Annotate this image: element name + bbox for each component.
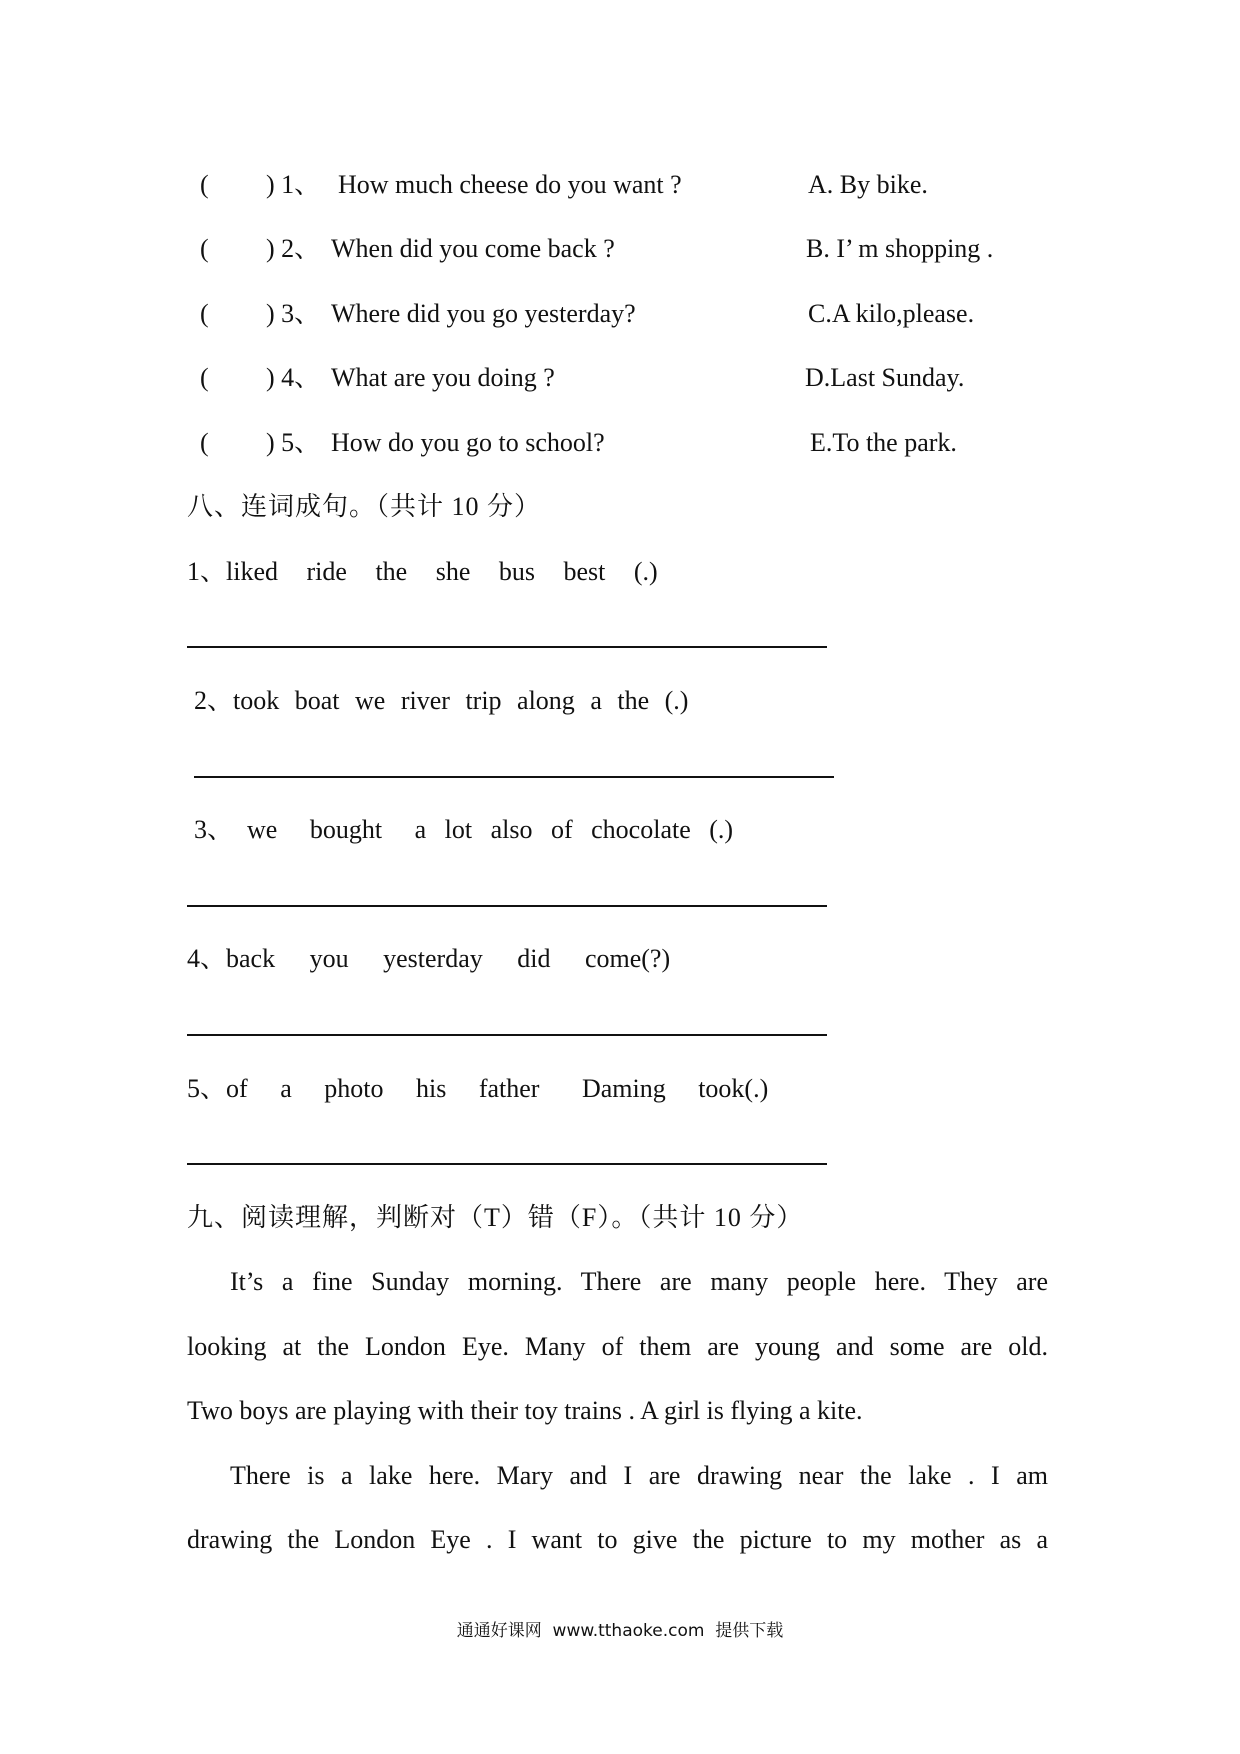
sentence-item-1 xyxy=(187,557,658,587)
section-8-title: 八、连词成句。（共计 10 分） xyxy=(187,492,542,521)
reading-passage-line: looking at the London Eye. Many of them are young and some are old. xyxy=(187,1332,1048,1361)
answer-paren-open: ( xyxy=(200,363,209,392)
sentence-item-3 xyxy=(194,815,733,845)
question-text: What are you doing ? xyxy=(331,363,555,392)
answer-line[interactable] xyxy=(187,905,827,907)
word: a xyxy=(590,686,602,715)
item-number: 3、 xyxy=(194,815,234,844)
answer-line[interactable] xyxy=(187,646,827,648)
reading-passage-line: There is a lake here. Mary and I are drawing near the lake . I am xyxy=(230,1461,1048,1490)
answer-paren-open: ( xyxy=(200,170,209,199)
sentence-item-4 xyxy=(187,944,670,974)
question-number: ) 5、 xyxy=(266,428,321,457)
item-number: 1、 xyxy=(187,557,227,586)
question-text: How do you go to school? xyxy=(331,428,605,457)
answer-option: E.To the park. xyxy=(810,428,957,457)
question-number: ) 3、 xyxy=(266,299,321,328)
answer-option: B. I’ m shopping . xyxy=(806,234,994,263)
word: photo xyxy=(324,1074,384,1103)
question-number: ) 1、 xyxy=(266,170,321,199)
sentence-item-5 xyxy=(187,1074,768,1104)
word: we xyxy=(247,815,278,844)
word: father xyxy=(478,1074,540,1103)
item-number: 2、 xyxy=(194,686,234,715)
question-text: When did you come back ? xyxy=(331,234,615,263)
answer-line[interactable] xyxy=(187,1163,827,1165)
word: did xyxy=(517,944,551,973)
word: (.) xyxy=(633,557,658,586)
answer-option: C.A kilo,please. xyxy=(808,299,975,328)
word: liked xyxy=(226,557,279,586)
answer-paren-open: ( xyxy=(200,299,209,328)
word: trip xyxy=(465,686,502,715)
word: took(.) xyxy=(698,1074,769,1103)
word: the xyxy=(375,557,408,586)
answer-line[interactable] xyxy=(194,776,834,778)
reading-passage-line: drawing the London Eye . I want to give the picture to my mother as a xyxy=(187,1525,1048,1554)
word: bought xyxy=(309,815,383,844)
scrambled-words xyxy=(226,1074,768,1103)
sentence-item-2 xyxy=(194,686,688,716)
word: yesterday xyxy=(383,944,483,973)
scrambled-words xyxy=(226,944,670,973)
word: the (.) xyxy=(617,686,689,715)
section-9-title: 九、阅读理解，判断对（T）错（F）。（共计 10 分） xyxy=(187,1203,804,1232)
question-text: Where did you go yesterday? xyxy=(331,299,636,328)
scrambled-words xyxy=(233,686,688,715)
word: of xyxy=(226,1074,248,1103)
word: boat xyxy=(294,686,340,715)
scrambled-words xyxy=(233,815,733,844)
word: his xyxy=(415,1074,447,1103)
word: back xyxy=(226,944,276,973)
word: ride xyxy=(306,557,347,586)
word: along xyxy=(517,686,575,715)
word: chocolate (.) xyxy=(591,815,734,844)
word: you xyxy=(309,944,349,973)
word: river xyxy=(400,686,450,715)
word: come(?) xyxy=(584,944,671,973)
footer-watermark: 通通好课网 www.tthaoke.com 提供下载 xyxy=(456,1621,784,1641)
word: took xyxy=(233,686,280,715)
word: she xyxy=(435,557,471,586)
word: bus xyxy=(498,557,535,586)
word: best xyxy=(563,557,606,586)
word: of xyxy=(550,815,573,844)
answer-paren-open: ( xyxy=(200,234,209,263)
word: a xyxy=(280,1074,292,1103)
reading-passage-line: Two boys are playing with their toy trains . A girl is flying a kite. xyxy=(187,1396,863,1425)
scrambled-words xyxy=(226,557,658,586)
question-text: How much cheese do you want ? xyxy=(338,170,682,199)
answer-option: D.Last Sunday. xyxy=(805,363,965,392)
word: a xyxy=(414,815,427,844)
answer-option: A. By bike. xyxy=(808,170,928,199)
reading-passage-line: It’s a fine Sunday morning. There are many people here. They are xyxy=(230,1267,1048,1296)
word: also xyxy=(490,815,533,844)
word: Daming xyxy=(581,1074,666,1103)
answer-paren-open: ( xyxy=(200,428,209,457)
item-number: 4、 xyxy=(187,944,227,973)
question-number: ) 2、 xyxy=(266,234,321,263)
question-number: ) 4、 xyxy=(266,363,321,392)
item-number: 5、 xyxy=(187,1074,227,1103)
word: lot xyxy=(444,815,473,844)
word: we xyxy=(355,686,386,715)
answer-line[interactable] xyxy=(187,1034,827,1036)
